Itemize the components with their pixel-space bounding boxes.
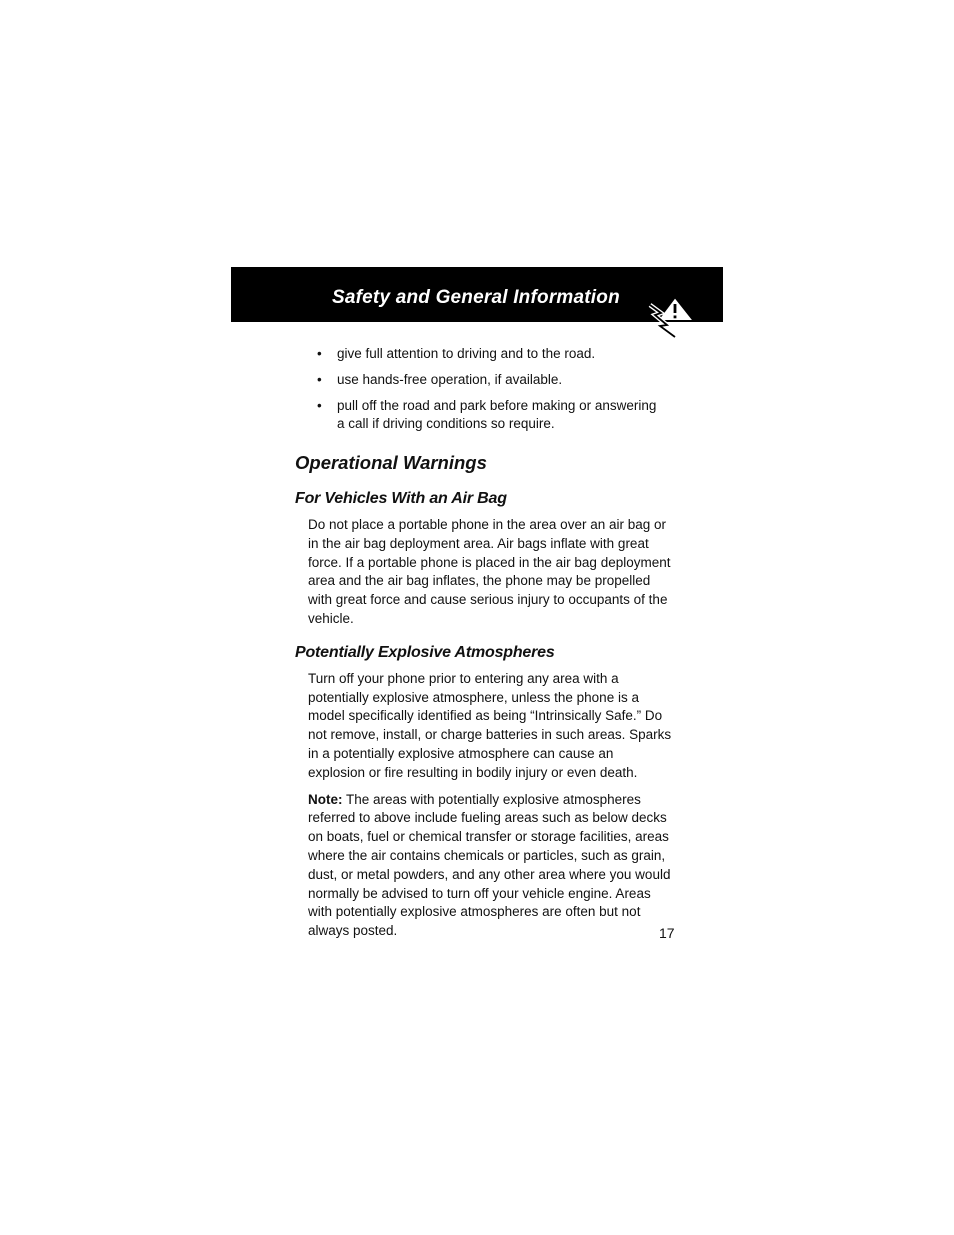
bullet-text: give full attention to driving and to the road. <box>337 346 596 361</box>
list-item <box>295 397 667 433</box>
bullet-dot: • <box>317 372 322 387</box>
note-paragraph <box>308 791 673 941</box>
operational-warnings-heading: Operational Warnings <box>295 452 487 473</box>
page-content <box>295 345 680 941</box>
bullet-dot: • <box>317 398 322 413</box>
explosive-atmospheres-heading: Potentially Explosive Atmospheres <box>295 643 555 661</box>
driving-bullet-list <box>295 345 680 433</box>
bullet-dot: • <box>317 346 322 361</box>
list-item <box>295 345 667 363</box>
page-number: 17 <box>659 925 675 941</box>
airbag-paragraph: Do not place a portable phone in the area over an air bag or in the air bag deployment area. Air bags inflate with great force. If a portable phone is placed in the air bag deployment area and the air bag inflates, the phone may be propelled with great force and cause serious injury to occupants of the vehicle. <box>308 517 671 626</box>
list-item <box>295 371 667 389</box>
bullet-text: use hands-free operation, if available. <box>337 372 563 387</box>
bullet-text: pull off the road and park before making or answering a call if driving conditions so require. <box>337 398 657 431</box>
warning-triangle-lightning-icon <box>647 291 697 341</box>
note-label: Note: <box>308 791 343 807</box>
airbag-heading: For Vehicles With an Air Bag <box>295 490 507 507</box>
note-body: The areas with potentially explosive atmospheres referred to above include fueling areas such as below decks on boats, fuel or chemical transfer or storage facilities, areas where the air contains chemicals or particles, such as grain, dust, or metal powders, and any other area where you would normally be advised to turn off your vehicle engine. Areas with potentially explosive atmospheres are often but not always posted. <box>308 791 671 939</box>
section-header-title: Safety and General Information <box>332 287 620 308</box>
explosive-atmospheres-paragraph: Turn off your phone prior to entering any area with a potentially explosive atmosphere, unless the phone is a model specifically identified as being “Intrinsically Safe.” Do not remove, install, or charge batteries in such areas. Sparks in a potentially explosive atmosphere can cause an explosion or fire resulting in bodily injury or even death. <box>308 670 672 780</box>
